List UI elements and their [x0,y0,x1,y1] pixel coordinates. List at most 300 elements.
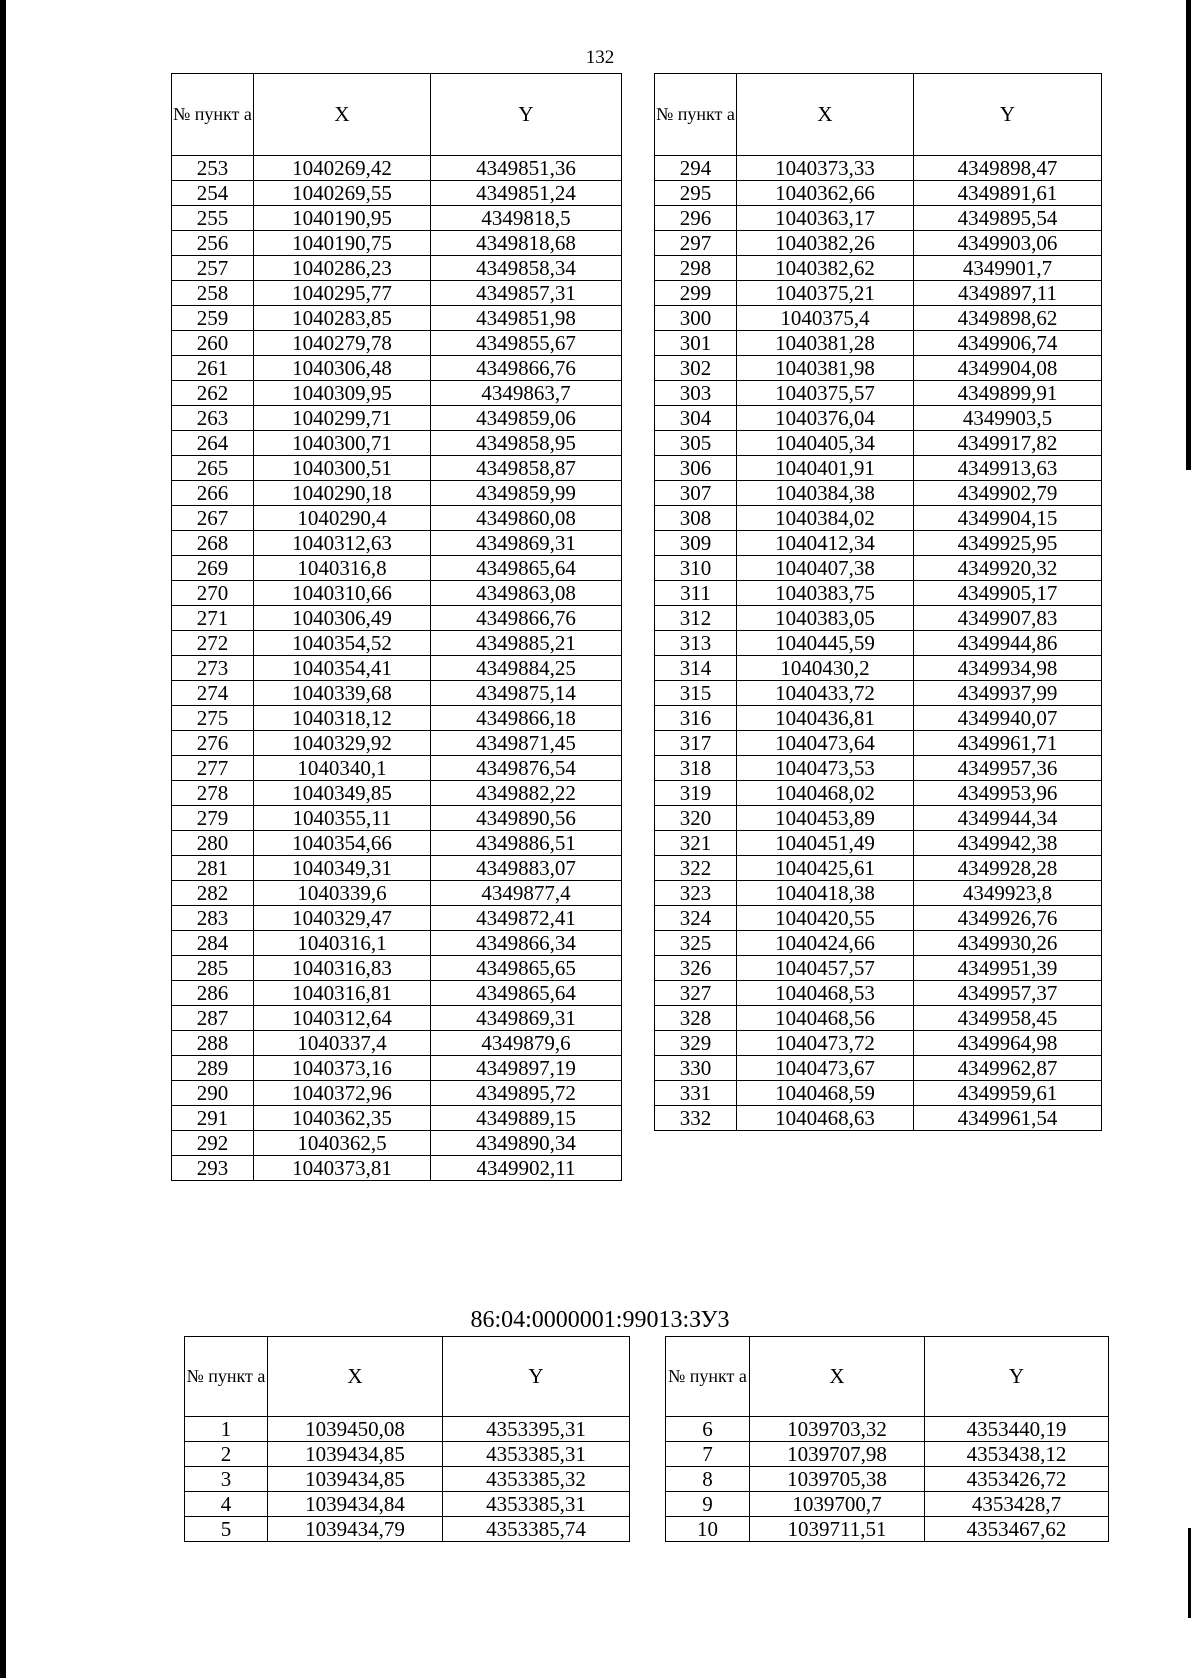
table-row [655,356,1102,381]
table-row [172,256,622,281]
cell-point-number: 5 [185,1517,268,1542]
cell-y: 4353438,12 [925,1442,1109,1467]
cell-x: 1040373,81 [254,1156,431,1181]
cell-point-number: 257 [172,256,254,281]
cell-point-number: 328 [655,1006,737,1031]
table-row [655,581,1102,606]
cell-x: 1040310,66 [254,581,431,606]
cell-point-number: 264 [172,431,254,456]
cell-y: 4349957,37 [914,981,1102,1006]
cell-point-number: 327 [655,981,737,1006]
cell-y: 4353385,31 [443,1442,630,1467]
cell-y: 4349860,08 [431,506,622,531]
cell-point-number: 329 [655,1031,737,1056]
cell-point-number: 299 [655,281,737,306]
cell-y: 4349858,95 [431,431,622,456]
cell-y: 4349857,31 [431,281,622,306]
cell-x: 1040424,66 [737,931,914,956]
coordinates-table-bottom-left [184,1336,630,1542]
cell-x: 1040279,78 [254,331,431,356]
table-row [172,681,622,706]
cell-x: 1040412,34 [737,531,914,556]
cell-y: 4353385,32 [443,1467,630,1492]
table-row [655,931,1102,956]
cell-point-number: 4 [185,1492,268,1517]
cell-y: 4349879,6 [431,1031,622,1056]
column-header-point-number: № пункт а [172,74,254,156]
cell-y: 4349889,15 [431,1106,622,1131]
cell-y: 4349863,7 [431,381,622,406]
cell-x: 1040381,98 [737,356,914,381]
cell-y: 4349930,26 [914,931,1102,956]
table-row [655,1031,1102,1056]
cell-point-number: 281 [172,856,254,881]
table-row [655,431,1102,456]
cell-x: 1039450,08 [268,1417,443,1442]
cell-y: 4349859,99 [431,481,622,506]
cell-point-number: 258 [172,281,254,306]
cell-y: 4353426,72 [925,1467,1109,1492]
cell-y: 4349913,63 [914,456,1102,481]
table-row [655,681,1102,706]
table-row [655,156,1102,181]
cell-x: 1040433,72 [737,681,914,706]
cell-point-number: 311 [655,581,737,606]
cell-point-number: 283 [172,906,254,931]
table-row [655,1006,1102,1031]
cell-y: 4349871,45 [431,731,622,756]
table-row [655,981,1102,1006]
cell-y: 4349869,31 [431,1006,622,1031]
cell-x: 1040316,81 [254,981,431,1006]
table-row [172,1006,622,1031]
table-row [172,531,622,556]
table-row [172,306,622,331]
cell-point-number: 286 [172,981,254,1006]
cell-point-number: 300 [655,306,737,331]
table-row [172,331,622,356]
table-row [655,331,1102,356]
cell-y: 4349858,87 [431,456,622,481]
column-header-y: Y [443,1337,630,1417]
cell-y: 4349897,11 [914,281,1102,306]
cell-point-number: 331 [655,1081,737,1106]
column-header-point-number: № пункт а [655,74,737,156]
cell-x: 1040316,8 [254,556,431,581]
cell-y: 4349851,98 [431,306,622,331]
cell-y: 4349904,08 [914,356,1102,381]
table-row [185,1417,630,1442]
page-number: 132 [585,47,615,68]
cell-x: 1040468,59 [737,1081,914,1106]
table-row [655,256,1102,281]
cell-y: 4349851,36 [431,156,622,181]
cell-y: 4349899,91 [914,381,1102,406]
cell-y: 4349882,22 [431,781,622,806]
cell-y: 4349926,76 [914,906,1102,931]
cell-point-number: 260 [172,331,254,356]
table-row [185,1442,630,1467]
table-row [655,881,1102,906]
cell-y: 4349890,56 [431,806,622,831]
cell-x: 1040383,05 [737,606,914,631]
cell-x: 1039703,32 [750,1417,925,1442]
table-row [655,956,1102,981]
cell-point-number: 301 [655,331,737,356]
scan-left-edge [0,0,6,1678]
cell-y: 4349883,07 [431,856,622,881]
cell-point-number: 298 [655,256,737,281]
cell-y: 4349859,06 [431,406,622,431]
cell-y: 4349937,99 [914,681,1102,706]
cell-x: 1040473,53 [737,756,914,781]
cell-x: 1040339,6 [254,881,431,906]
cell-x: 1040286,23 [254,256,431,281]
table-row [655,181,1102,206]
cell-y: 4349934,98 [914,656,1102,681]
table-row [655,856,1102,881]
cell-point-number: 275 [172,706,254,731]
column-header-x: X [268,1337,443,1417]
cell-point-number: 270 [172,581,254,606]
cell-x: 1040382,26 [737,231,914,256]
table-row [655,1106,1102,1131]
table-row [172,956,622,981]
cell-x: 1040355,11 [254,806,431,831]
cell-point-number: 309 [655,531,737,556]
cell-y: 4349958,45 [914,1006,1102,1031]
cell-x: 1040384,02 [737,506,914,531]
cell-x: 1040290,18 [254,481,431,506]
cell-point-number: 280 [172,831,254,856]
cell-x: 1039700,7 [750,1492,925,1517]
cell-y: 4349944,86 [914,631,1102,656]
column-header-point-number: № пункт а [185,1337,268,1417]
cell-point-number: 8 [666,1467,750,1492]
cell-x: 1040337,4 [254,1031,431,1056]
cell-x: 1039707,98 [750,1442,925,1467]
cell-x: 1040468,53 [737,981,914,1006]
cell-y: 4349905,17 [914,581,1102,606]
cell-y: 4349897,19 [431,1056,622,1081]
table-row [172,706,622,731]
cell-y: 4349855,67 [431,331,622,356]
coordinates-table-bottom-right [665,1336,1109,1542]
table-row [655,206,1102,231]
table-row [666,1467,1109,1492]
cell-point-number: 294 [655,156,737,181]
table-row [172,206,622,231]
cell-x: 1040473,64 [737,731,914,756]
cell-y: 4349866,18 [431,706,622,731]
cell-x: 1039434,85 [268,1467,443,1492]
cell-point-number: 276 [172,731,254,756]
cell-y: 4349886,51 [431,831,622,856]
table-row [172,756,622,781]
coordinates-table-right [654,73,1102,1131]
table-row [172,556,622,581]
cell-x: 1040401,91 [737,456,914,481]
cell-point-number: 306 [655,456,737,481]
cell-point-number: 259 [172,306,254,331]
cell-x: 1040405,34 [737,431,914,456]
cell-x: 1040269,55 [254,181,431,206]
cell-x: 1040362,66 [737,181,914,206]
table-row [655,556,1102,581]
table-row [172,831,622,856]
cell-point-number: 254 [172,181,254,206]
table-row [655,906,1102,931]
table-row [655,831,1102,856]
table-row [655,656,1102,681]
cell-point-number: 285 [172,956,254,981]
cell-x: 1040354,41 [254,656,431,681]
table-row [172,381,622,406]
cell-point-number: 318 [655,756,737,781]
cell-y: 4349877,4 [431,881,622,906]
cell-y: 4349818,68 [431,231,622,256]
cell-point-number: 262 [172,381,254,406]
cell-y: 4349851,24 [431,181,622,206]
cell-point-number: 303 [655,381,737,406]
cell-y: 4349895,72 [431,1081,622,1106]
cell-point-number: 316 [655,706,737,731]
cell-x: 1040295,77 [254,281,431,306]
table-row [172,506,622,531]
cell-y: 4349865,64 [431,981,622,1006]
cell-x: 1040451,49 [737,831,914,856]
cell-point-number: 268 [172,531,254,556]
cell-x: 1040190,75 [254,231,431,256]
table-row [172,981,622,1006]
table-row [172,906,622,931]
cell-y: 4353467,62 [925,1517,1109,1542]
table-row [185,1492,630,1517]
cell-point-number: 332 [655,1106,737,1131]
cell-x: 1040309,95 [254,381,431,406]
cell-y: 4349901,7 [914,256,1102,281]
cell-x: 1040453,89 [737,806,914,831]
cell-point-number: 313 [655,631,737,656]
cell-x: 1039434,84 [268,1492,443,1517]
cell-point-number: 265 [172,456,254,481]
cell-x: 1040190,95 [254,206,431,231]
cell-y: 4349902,79 [914,481,1102,506]
table-row [655,631,1102,656]
cell-y: 4349928,28 [914,856,1102,881]
cell-x: 1040349,85 [254,781,431,806]
cell-x: 1040362,5 [254,1131,431,1156]
table-row [666,1492,1109,1517]
table-row [172,456,622,481]
cell-x: 1040362,35 [254,1106,431,1131]
cell-y: 4349818,5 [431,206,622,231]
table-row [172,631,622,656]
cell-x: 1040375,57 [737,381,914,406]
table-row [172,606,622,631]
cell-point-number: 278 [172,781,254,806]
cell-y: 4349863,08 [431,581,622,606]
cell-point-number: 274 [172,681,254,706]
cell-y: 4349962,87 [914,1056,1102,1081]
table-row [655,806,1102,831]
cell-x: 1040473,72 [737,1031,914,1056]
cell-x: 1040318,12 [254,706,431,731]
cell-point-number: 315 [655,681,737,706]
cell-point-number: 295 [655,181,737,206]
cell-point-number: 325 [655,931,737,956]
table-row [655,281,1102,306]
cell-point-number: 310 [655,556,737,581]
cell-point-number: 269 [172,556,254,581]
table-row [655,306,1102,331]
column-header-x: X [254,74,431,156]
cell-y: 4349895,54 [914,206,1102,231]
cell-x: 1040468,02 [737,781,914,806]
cell-x: 1040329,92 [254,731,431,756]
cell-y: 4349942,38 [914,831,1102,856]
cell-point-number: 253 [172,156,254,181]
table-row [655,606,1102,631]
cell-point-number: 282 [172,881,254,906]
cell-x: 1040375,4 [737,306,914,331]
cell-y: 4349923,8 [914,881,1102,906]
table-row [655,406,1102,431]
table-row [655,456,1102,481]
cell-x: 1040349,31 [254,856,431,881]
cell-y: 4349865,65 [431,956,622,981]
cell-x: 1040384,38 [737,481,914,506]
cell-x: 1040340,1 [254,756,431,781]
cell-point-number: 288 [172,1031,254,1056]
table-row [655,231,1102,256]
cell-point-number: 312 [655,606,737,631]
cell-point-number: 263 [172,406,254,431]
cell-point-number: 323 [655,881,737,906]
cell-point-number: 261 [172,356,254,381]
cell-y: 4349876,54 [431,756,622,781]
cell-point-number: 305 [655,431,737,456]
cell-y: 4349961,71 [914,731,1102,756]
cell-x: 1040339,68 [254,681,431,706]
cell-x: 1040373,33 [737,156,914,181]
cell-point-number: 302 [655,356,737,381]
section-title: 86:04:0000001:99013:ЗУ3 [470,1307,730,1333]
cell-x: 1040430,2 [737,656,914,681]
cell-y: 4349906,74 [914,331,1102,356]
coordinates-table-left [171,73,622,1181]
cell-x: 1040436,81 [737,706,914,731]
table-row [655,506,1102,531]
table-row [666,1517,1109,1542]
table-row [172,581,622,606]
cell-x: 1040445,59 [737,631,914,656]
cell-x: 1040316,1 [254,931,431,956]
cell-x: 1040468,56 [737,1006,914,1031]
cell-point-number: 267 [172,506,254,531]
cell-y: 4349866,76 [431,356,622,381]
cell-y: 4349858,34 [431,256,622,281]
cell-x: 1040363,17 [737,206,914,231]
cell-y: 4349904,15 [914,506,1102,531]
table-row [172,1081,622,1106]
cell-point-number: 304 [655,406,737,431]
table-row [655,781,1102,806]
cell-point-number: 271 [172,606,254,631]
cell-x: 1040425,61 [737,856,914,881]
cell-y: 4349890,34 [431,1131,622,1156]
cell-point-number: 289 [172,1056,254,1081]
table-row [172,181,622,206]
cell-point-number: 319 [655,781,737,806]
cell-x: 1040312,64 [254,1006,431,1031]
cell-y: 4349907,83 [914,606,1102,631]
cell-y: 4349898,47 [914,156,1102,181]
table-row [172,1031,622,1056]
cell-point-number: 291 [172,1106,254,1131]
cell-point-number: 296 [655,206,737,231]
cell-x: 1040329,47 [254,906,431,931]
cell-y: 4349891,61 [914,181,1102,206]
column-header-x: X [750,1337,925,1417]
cell-y: 4349951,39 [914,956,1102,981]
cell-x: 1039434,85 [268,1442,443,1467]
table-row [172,806,622,831]
cell-point-number: 284 [172,931,254,956]
cell-point-number: 322 [655,856,737,881]
cell-y: 4349917,82 [914,431,1102,456]
cell-x: 1040354,66 [254,831,431,856]
table-row [172,1156,622,1181]
cell-y: 4353395,31 [443,1417,630,1442]
cell-x: 1040316,83 [254,956,431,981]
cell-point-number: 255 [172,206,254,231]
cell-y: 4353428,7 [925,1492,1109,1517]
cell-y: 4349964,98 [914,1031,1102,1056]
table-row [172,731,622,756]
cell-y: 4349865,64 [431,556,622,581]
column-header-x: X [737,74,914,156]
table-row [666,1417,1109,1442]
cell-point-number: 3 [185,1467,268,1492]
cell-y: 4349953,96 [914,781,1102,806]
column-header-point-number: № пункт а [666,1337,750,1417]
cell-y: 4349885,21 [431,631,622,656]
cell-point-number: 297 [655,231,737,256]
table-row [172,231,622,256]
cell-x: 1040312,63 [254,531,431,556]
cell-y: 4353440,19 [925,1417,1109,1442]
table-row [172,781,622,806]
cell-x: 1040306,49 [254,606,431,631]
cell-y: 4349902,11 [431,1156,622,1181]
table-row [172,881,622,906]
cell-x: 1040382,62 [737,256,914,281]
cell-point-number: 314 [655,656,737,681]
cell-x: 1040299,71 [254,406,431,431]
table-row [655,381,1102,406]
cell-x: 1040269,42 [254,156,431,181]
cell-point-number: 279 [172,806,254,831]
table-row [172,1056,622,1081]
cell-point-number: 324 [655,906,737,931]
cell-x: 1040300,71 [254,431,431,456]
table-row [172,656,622,681]
cell-x: 1040418,38 [737,881,914,906]
table-row [655,706,1102,731]
cell-y: 4349866,76 [431,606,622,631]
cell-y: 4353385,74 [443,1517,630,1542]
